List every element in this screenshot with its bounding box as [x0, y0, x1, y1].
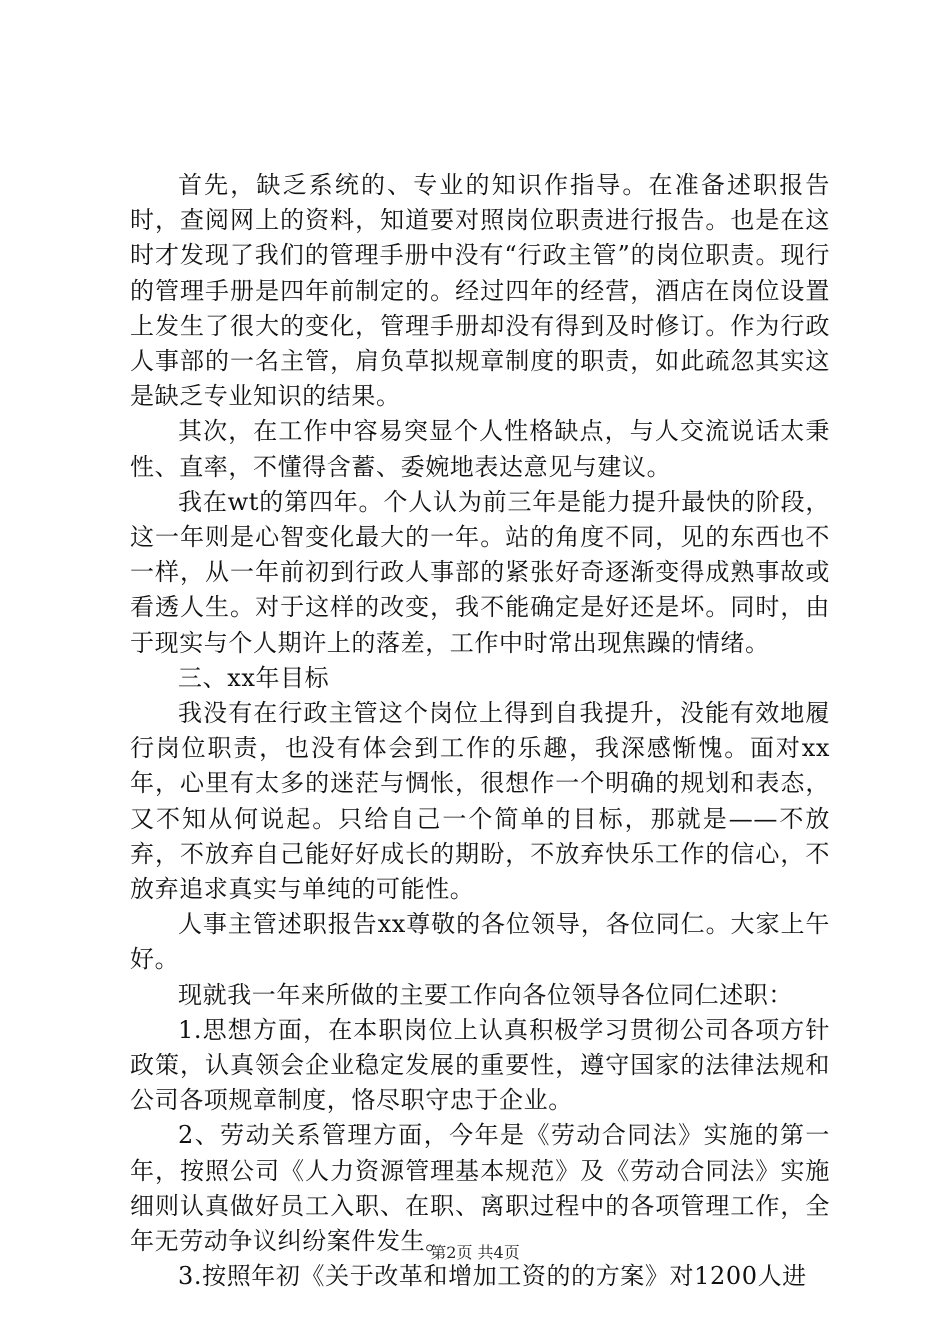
paragraph-item-3: 3.按照年初《关于改革和增加工资的的方案》对1200人进: [178, 1262, 807, 1291]
document-body: [130, 168, 830, 1295]
paragraph-fourth-year: 我在wt的第四年。个人认为前三年是能力提升最快的阶段，这一年则是心智变化最大的一年。站的角度不同，见的东西也不一样，从一年前初到行政人事部的紧张好奇逐渐变得成熟事故或看透人生。对于这样的改变，我不能确定是好还是坏。同时，由于现实与个人期许上的落差，工作中时常出现焦躁的情绪。: [130, 487, 830, 657]
paragraph-personality-flaws: 其次，在工作中容易突显个人性格缺点，与人交流说话太秉性、直率，不懂得含蓄、委婉地表达意见与建议。: [130, 417, 830, 481]
paragraph-item-1: 1.思想方面，在本职岗位上认真积极学习贯彻公司各项方针政策，认真领会企业稳定发展的重要性，遵守国家的法律法规和公司各项规章制度，恪尽职守忠于企业。: [130, 1015, 830, 1115]
page-number-footer: 第2页 共4页: [430, 1243, 520, 1262]
paragraph-greeting: 人事主管述职报告xx尊敬的各位领导，各位同仁。大家上午好。: [130, 910, 830, 974]
paragraph-item-2: 2、劳动关系管理方面，今年是《劳动合同法》实施的第一年，按照公司《人力资源管理基本规范》及《劳动合同法》实施细则认真做好员工入职、在职、离职过程中的各项管理工作，全年无劳动争议纠纷案件发生。: [130, 1121, 830, 1256]
section-heading-goals: 三、xx年目标: [178, 663, 330, 692]
paragraph-lack-of-knowledge: 首先，缺乏系统的、专业的知识作指导。在准备述职报告时，查阅网上的资料，知道要对照岗位职责进行报告。也是在这时才发现了我们的管理手册中没有“行政主管”的岗位职责。现行的管理手册是四年前制定的。经过四年的经营，酒店在岗位设置上发生了很大的变化，管理手册却没有得到及时修订。作为行政人事部的一名主管，肩负草拟规章制度的职责，如此疏忽其实这是缺乏专业知识的结果。: [130, 171, 830, 411]
paragraph-intro: 现就我一年来所做的主要工作向各位领导各位同仁述职：: [178, 980, 793, 1009]
paragraph-goals: 我没有在行政主管这个岗位上得到自我提升，没能有效地履行岗位职责，也没有体会到工作的乐趣，我深感惭愧。面对xx年，心里有太多的迷茫与惆怅，很想作一个明确的规划和表态，又不知从何说起。只给自己一个简单的目标，那就是——不放弃，不放弃自己能好好成长的期盼，不放弃快乐工作的信心，不放弃追求真实与单纯的可能性。: [130, 699, 830, 904]
